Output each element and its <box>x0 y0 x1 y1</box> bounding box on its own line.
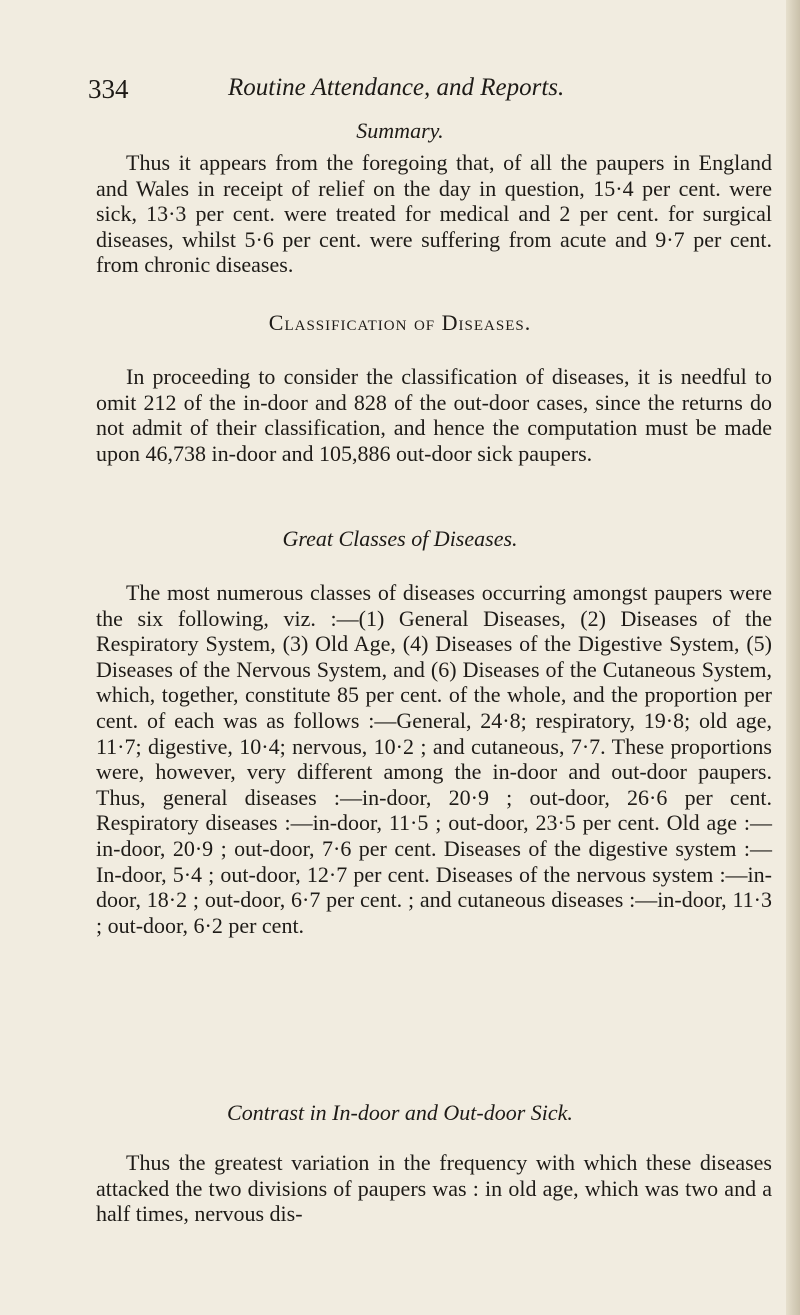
summary-paragraph: Thus it appears from the foregoing that, of all the paupers in England and Wales in receipt of relief on the day in question, 15·4 per cent. were sick, 13·3 per cent. were treated for medical and 2 per cent. for surgical diseases, whilst 5·6 per cent. were suffering from acute and 9·7 per cent. from chronic diseases. <box>96 150 772 278</box>
running-head <box>88 74 768 114</box>
page-number: 334 <box>88 74 129 104</box>
classification-paragraph: In proceeding to consider the classification of diseases, it is needful to omit 212 of the in-door and 828 of the out-door cases, since the returns do not admit of their classification, and hence the computation must be made upon 46,738 in-door and 105,886 out-door sick paupers. <box>96 364 772 466</box>
great-classes-heading: Great Classes of Diseases. <box>282 526 518 551</box>
classification-heading: Classification of Diseases. <box>268 310 532 335</box>
great-classes-paragraph: The most numerous classes of diseases occurring amongst paupers were the six following, viz. :—(1) General Diseases, (2) Diseases of the Respiratory System, (3) Old Age, (4) Diseases of the Digestive System, (5) Diseases of the Nervous System, and (6) Diseases of the Cutaneous System, which, together, constitute 85 per cent. of the whole, and the proportion per cent. of each was as follows :—General, 24·8; respiratory, 19·8; old age, 11·7; digestive, 10·4; nervous, 10·2 ; and cutaneous, 7·7. These proportions were, however, very different among the in-door and out-door paupers. Thus, general diseases :—in-door, 20·9 ; out-door, 26·6 per cent. Respiratory diseases :—in-door, 11·5 ; out-door, 23·5 per cent. Old age :—in-door, 20·9 ; out-door, 7·6 per cent. Diseases of the digestive system :—In-door, 5·4 ; out-door, 12·7 per cent. Diseases of the nervous system :—in-door, 18·2 ; out-door, 6·7 per cent. ; and cutaneous diseases :—in-door, 11·3 ; out-door, 6·2 per cent. <box>96 580 772 938</box>
contrast-paragraph: Thus the greatest variation in the frequency with which these diseases attacked the two divisions of paupers was : in old age, which was two and a half times, nervous dis- <box>96 1150 772 1227</box>
running-title: Routine Attendance, and Reports. <box>228 74 565 101</box>
summary-heading: Summary. <box>356 118 444 143</box>
contrast-heading: Contrast in In-door and Out-door Sick. <box>227 1100 573 1125</box>
